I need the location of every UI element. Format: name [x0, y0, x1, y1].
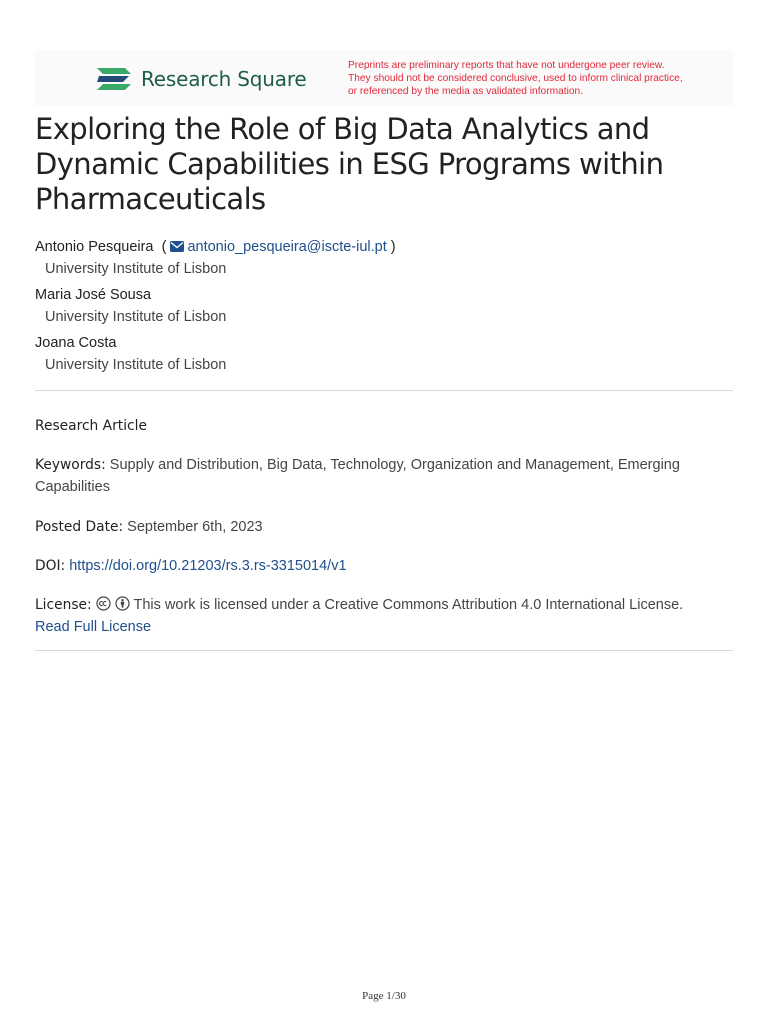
research-square-logo-icon: [95, 64, 133, 94]
preprint-disclaimer: Preprints are preliminary reports that have not undergone peer review. They should not be considered conclusive, used to inform clinical practice, or referenced by the media as validated information.: [348, 60, 683, 97]
posted-date-value: September 6th, 2023: [127, 519, 263, 535]
doi-label: DOI:: [35, 558, 66, 574]
author-affiliation: University Institute of Lisbon: [45, 261, 227, 277]
attribution-icon: [115, 596, 130, 611]
divider: [35, 650, 733, 651]
article-type: Research Article: [35, 418, 147, 434]
doi: [35, 555, 715, 577]
author-name: Maria José Sousa: [35, 287, 152, 303]
posted-date: [35, 516, 715, 538]
author-name: Antonio Pesqueira ( antonio_pesqueira@iscte-iul.pt ): [35, 239, 396, 255]
page-number: Page 1/30: [362, 990, 406, 1002]
author-list: [35, 237, 725, 381]
brand-name: Research Square: [141, 67, 307, 91]
author-affiliation: University Institute of Lisbon: [45, 357, 227, 373]
divider: [35, 390, 733, 391]
preprint-banner: [35, 50, 733, 106]
doi-link[interactable]: https://doi.org/10.21203/rs.3.rs-3315014/v1: [69, 558, 347, 574]
keywords-label: Keywords:: [35, 457, 106, 473]
posted-date-label: Posted Date:: [35, 519, 124, 535]
license: [35, 594, 715, 638]
creative-commons-icon: [96, 596, 111, 611]
keywords: [35, 454, 715, 498]
author-email-link[interactable]: antonio_pesqueira@iscte-iul.pt: [187, 239, 387, 255]
paper-title: Exploring the Role of Big Data Analytics and Dynamic Capabilities in ESG Programs within Pharmaceuticals: [35, 112, 664, 216]
license-label: License:: [35, 597, 92, 613]
author-affiliation: University Institute of Lisbon: [45, 309, 227, 325]
research-square-logo[interactable]: [95, 64, 307, 94]
license-text: This work is licensed under a Creative Commons Attribution 4.0 International License.: [133, 597, 684, 613]
author-name: Joana Costa: [35, 335, 117, 351]
read-full-license-link[interactable]: Read Full License: [35, 619, 152, 635]
envelope-icon: [170, 241, 184, 252]
keywords-value: Supply and Distribution, Big Data, Technology, Organization and Management, Emerging Capabilities: [35, 457, 680, 495]
